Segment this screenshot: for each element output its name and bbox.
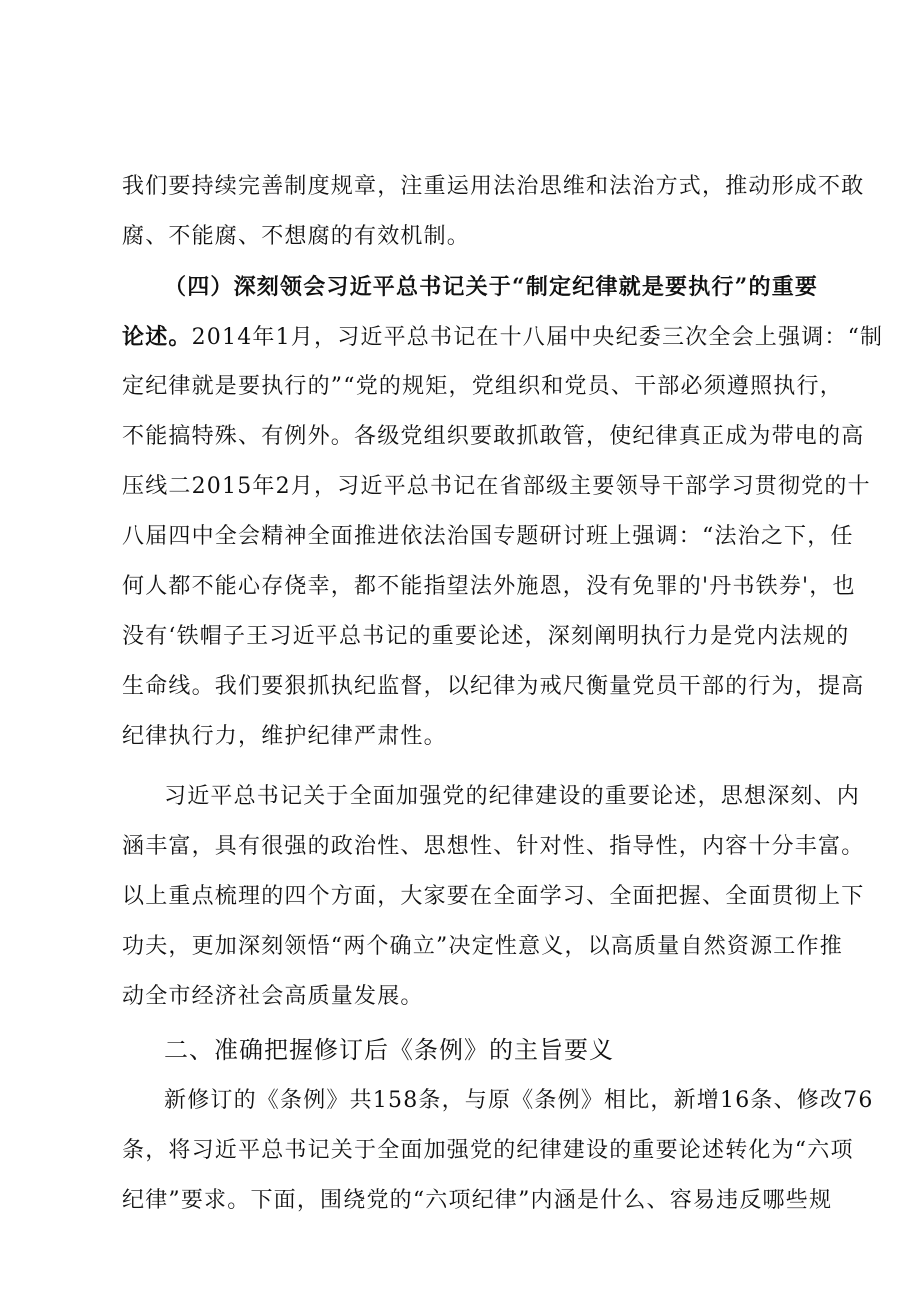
- text-line: 新修订的《条例》共158条，与原《条例》相比，新增16条、修改76: [164, 1088, 874, 1113]
- text-line: 何人都不能心存侥幸，都不能指望法外施恩，没有免罪的'丹书铁券'，也: [122, 574, 856, 599]
- text-span: 2014年1月，习近平总书记在十八届中央纪委三次全会上强调：“制: [191, 325, 884, 350]
- section-four-title: （四）深刻领会习近平总书记关于“制定纪律就是要执行”的重要: [164, 274, 819, 300]
- text-line: 纪律执行力，维护纪律严肃性。: [122, 724, 447, 749]
- text-line: 我们要持续完善制度规章，注重运用法治思维和法治方式，推动形成不敢: [122, 174, 865, 199]
- text-line: [122, 322, 884, 353]
- section-two-heading: 二、准确把握修订后《条例》的主旨要义: [164, 1036, 614, 1064]
- text-line: 涵丰富，具有很强的政治性、思想性、针对性、指导性，内容十分丰富。: [122, 834, 865, 859]
- text-line: 条，将习近平总书记关于全面加强党的纪律建设的重要论述转化为“六项: [122, 1138, 854, 1163]
- section-four-title-end: 论述。: [122, 324, 192, 350]
- text-line: 以上重点梳理的四个方面，大家要在全面学习、全面把握、全面贯彻上下: [122, 884, 865, 909]
- text-line: 动全市经济社会高质量发展。: [122, 984, 424, 1009]
- text-line: 八届四中全会精神全面推进依法治国专题研讨班上强调：“法治之下，任: [122, 524, 854, 549]
- text-line: 定纪律就是要执行的”“党的规矩，党组织和党员、干部必须遵照执行，: [122, 374, 843, 399]
- text-line: 腐、不能腐、不想腐的有效机制。: [122, 224, 471, 249]
- text-line: 纪律”要求。下面，围绕党的“六项纪律”内涵是什么、容易违反哪些规: [122, 1188, 833, 1213]
- text-line: 习近平总书记关于全面加强党的纪律建设的重要论述，思想深刻、内: [164, 784, 861, 809]
- text-line: 功夫，更加深刻领悟“两个确立”决定性意义，以高质量自然资源工作推: [122, 934, 843, 959]
- text-line: 没有‘铁帽子王习近平总书记的重要论述，深刻阐明执行力是党内法规的: [122, 624, 850, 649]
- text-line: 不能搞特殊、有例外。各级党组织要敢抓敢管，使纪律真正成为带电的高: [122, 424, 865, 449]
- text-line: 压线二2015年2月，习近平总书记在省部级主要领导干部学习贯彻党的十: [122, 474, 871, 499]
- text-line: 生命线。我们要狠抓执纪监督，以纪律为戒尺衡量党员干部的行为，提高: [122, 674, 865, 699]
